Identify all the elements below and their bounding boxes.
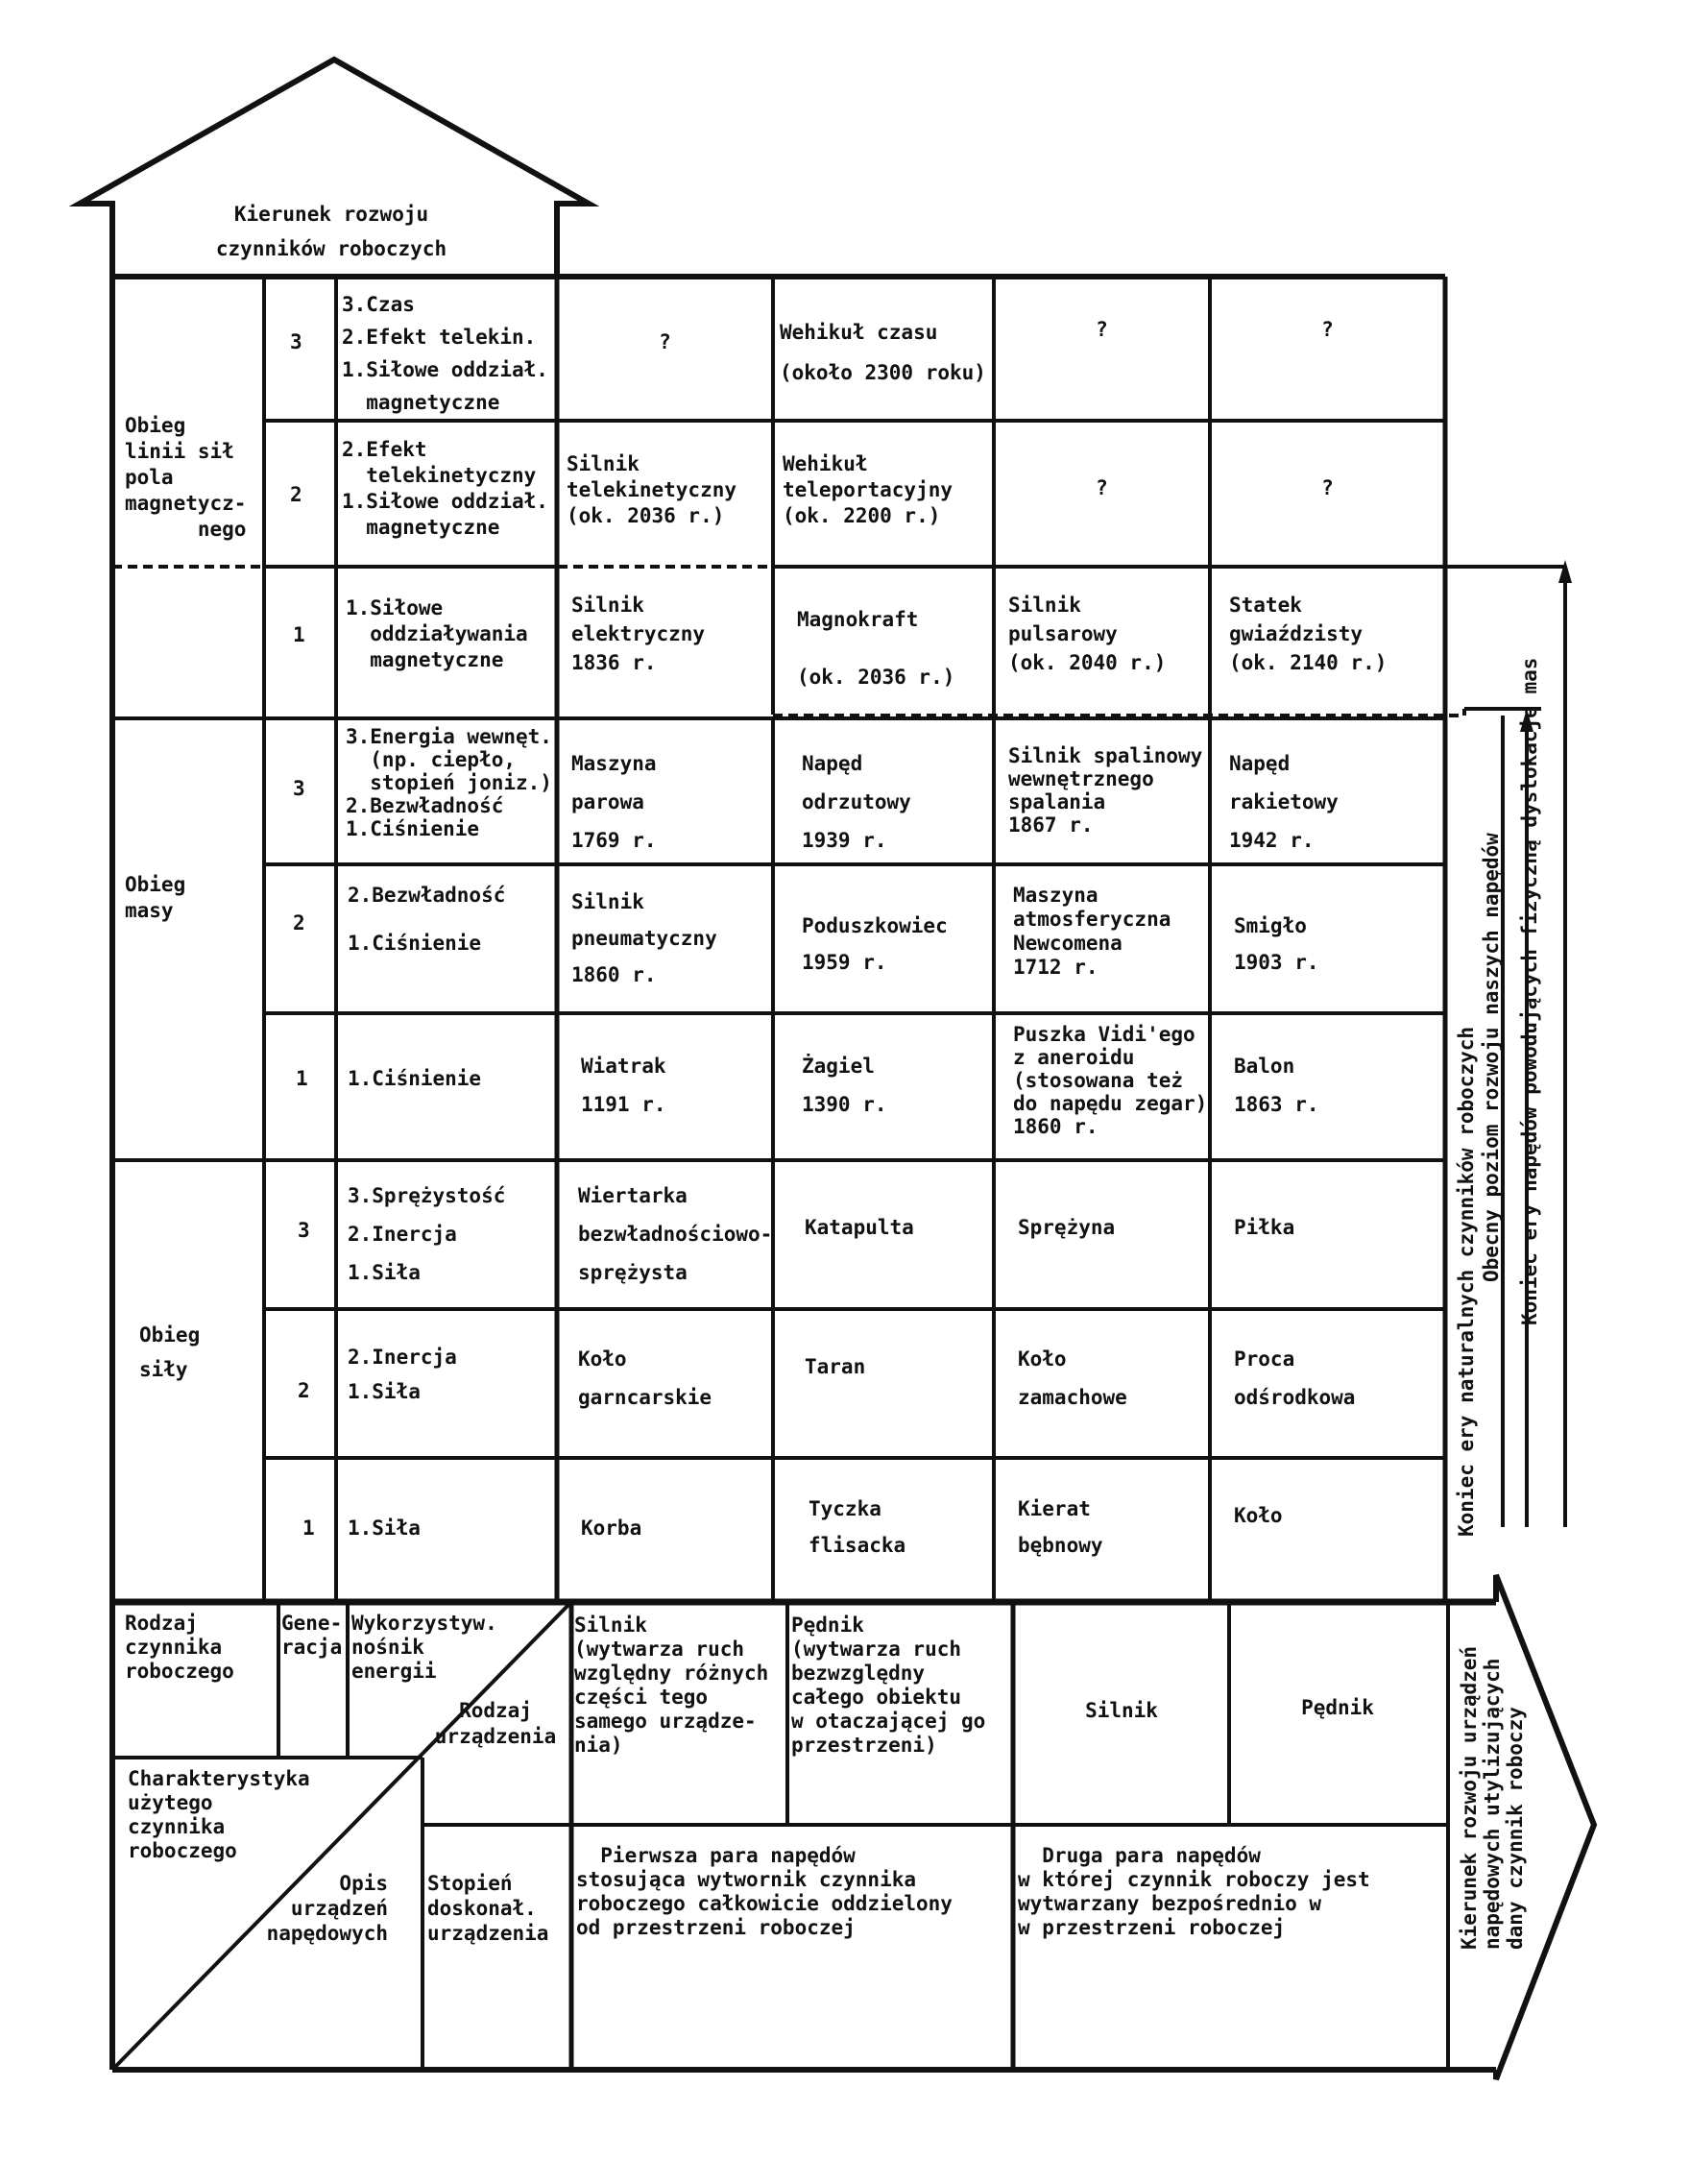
row-gen: 1 [302,1517,315,1540]
cell-c1: Wiertarka bezwładnościowo- sprężysta [578,1184,773,1284]
footer-rodzaj-czynnika: Rodzaj czynnika roboczego [125,1612,234,1683]
cell-c1: Korba [581,1517,642,1540]
row-energy: 2.Inercja 1.Siła [348,1346,457,1403]
cell-c1: Silnik pneumatyczny 1860 r. [571,890,717,986]
footer-pednik: Pędnik [1301,1696,1374,1719]
footer-silnik: Silnik [1085,1699,1158,1722]
cell-c3: Koło zamachowe [1018,1347,1127,1409]
cell-c3: ? [1096,318,1108,341]
footer-opis: Opis urządzeń napędowych [266,1872,388,1945]
cell-c4: ? [1321,476,1334,499]
row-gen: 3 [298,1219,310,1242]
cell-c2: Tyczka flisacka [809,1497,906,1557]
footer-silnik-definition: Silnik (wytwarza ruch względny różnych części tego samego urządze- nia) [574,1614,769,1757]
cell-c3: ? [1096,476,1108,499]
cell-c4: Smigło 1903 r. [1234,914,1319,974]
cell-c2: Katapulta [805,1216,914,1239]
footer-rodzaj-urzadzenia: Rodzaj urządzenia [434,1699,557,1748]
row-gen: 3 [293,777,305,800]
cell-c2: Magnokraft (ok. 2036 r.) [797,608,955,689]
row-energy: 1.Ciśnienie [348,1067,482,1090]
cell-c4: ? [1321,318,1334,341]
group-label-force: Obieg siły [139,1323,201,1381]
footer-druga-para: Druga para napędów w której czynnik roboczy jest wytwarzany bezpośrednio w w przestrzeni roboczej [1018,1844,1370,1939]
cell-c2: Napęd odrzutowy 1939 r. [802,752,911,852]
cell-c1: Wiatrak 1191 r. [581,1055,666,1116]
row-energy: 2.Bezwładność 1.Ciśnienie [348,884,506,955]
cell-c2: Poduszkowiec 1959 r. [802,914,948,974]
side-label-mass-displacement-era: Koniec ery napędów powodujących fizyczną dyslokacje mas [1518,657,1541,1325]
header-title: Kierunek rozwoju czynników roboczych [215,203,447,260]
cell-c3: Puszka Vidi'ego z aneroidu (stosowana też do napędu zegar) 1860 r. [1013,1023,1208,1138]
group-label-mass: Obieg masy [125,873,186,922]
footer-charakterystyka: Charakterystyka użytego czynnika roboczego [128,1767,310,1862]
cell-c4: Balon 1863 r. [1234,1055,1319,1116]
cell-c4: Koło [1234,1504,1283,1527]
side-label-current-level: Obecny poziom rozwoju naszych napędów [1480,833,1503,1282]
cell-c3: Silnik spalinowy wewnętrznego spalania 1867 r. [1008,744,1203,837]
cell-c2: Taran [805,1355,866,1378]
footer-pierwsza-para: Pierwsza para napędów stosująca wytwornik czynnika roboczego całkowicie oddzielony od przestrzeni roboczej [576,1844,953,1939]
row-energy: 3.Energia wewnęt. (np. ciepło, stopień joniz.) 2.Bezwładność 1.Ciśnienie [346,725,552,840]
row-energy: 2.Efekt telekinetyczny 1.Siłowe oddział. magnetyczne [342,438,548,539]
cell-c1: Koło garncarskie [578,1347,712,1409]
row-gen: 3 [290,330,302,353]
row-gen: 1 [296,1067,308,1090]
row-energy: 3.Sprężystość 2.Inercja 1.Siła [348,1184,506,1284]
footer-nosnik: Wykorzystyw. nośnik energii [351,1612,497,1683]
cell-c3: Sprężyna [1018,1216,1116,1239]
cell-c1: ? [659,330,671,353]
row-energy: 1.Siła [348,1517,421,1540]
footer-generacja: Gene- racja [281,1612,343,1659]
cell-c4: Statek gwiaździsty (ok. 2140 r.) [1229,594,1388,674]
side-label-device-direction: Kierunek rozwoju urządzeń napędowych utylizujących dany czynnik roboczy [1458,1645,1527,1950]
row-energy: 1.Siłowe oddziaływania magnetyczne [346,596,528,671]
side-label-natural-era: Koniec ery naturalnych czynników roboczych [1455,1026,1478,1537]
row-gen: 2 [298,1379,310,1402]
cell-c1: Maszyna parowa 1769 r. [571,752,657,852]
group-label-magnetic: Obieg linii sił pola magnetycz- nego [125,414,247,541]
row-gen: 2 [290,483,302,506]
cell-c3: Maszyna atmosferyczna Newcomena 1712 r. [1013,884,1171,979]
row-gen: 2 [293,911,305,934]
cell-c1: Silnik elektryczny 1836 r. [571,594,706,674]
cell-c2: Żagiel 1390 r. [802,1055,887,1116]
cell-c2: Wehikuł teleportacyjny (ok. 2200 r.) [783,452,954,527]
cell-c3: Kierat bębnowy [1018,1497,1103,1557]
cell-c4: Proca odśrodkowa [1234,1347,1356,1409]
cell-c2: Wehikuł czasu (około 2300 roku) [780,321,986,384]
cell-c4: Napęd rakietowy 1942 r. [1229,752,1339,852]
footer-pednik-definition: Pędnik (wytwarza ruch bezwzględny całego obiektu w otaczającej go przestrzeni) [791,1614,986,1757]
cell-c1: Silnik telekinetyczny (ok. 2036 r.) [567,452,737,527]
row-gen: 1 [293,623,305,646]
footer-stopien: Stopień doskonał. urządzenia [427,1872,549,1945]
row-energy: 3.Czas 2.Efekt telekin. 1.Siłowe oddział. magnetyczne [342,293,548,414]
cell-c4: Piłka [1234,1216,1295,1239]
cell-c3: Silnik pulsarowy (ok. 2040 r.) [1008,594,1167,674]
